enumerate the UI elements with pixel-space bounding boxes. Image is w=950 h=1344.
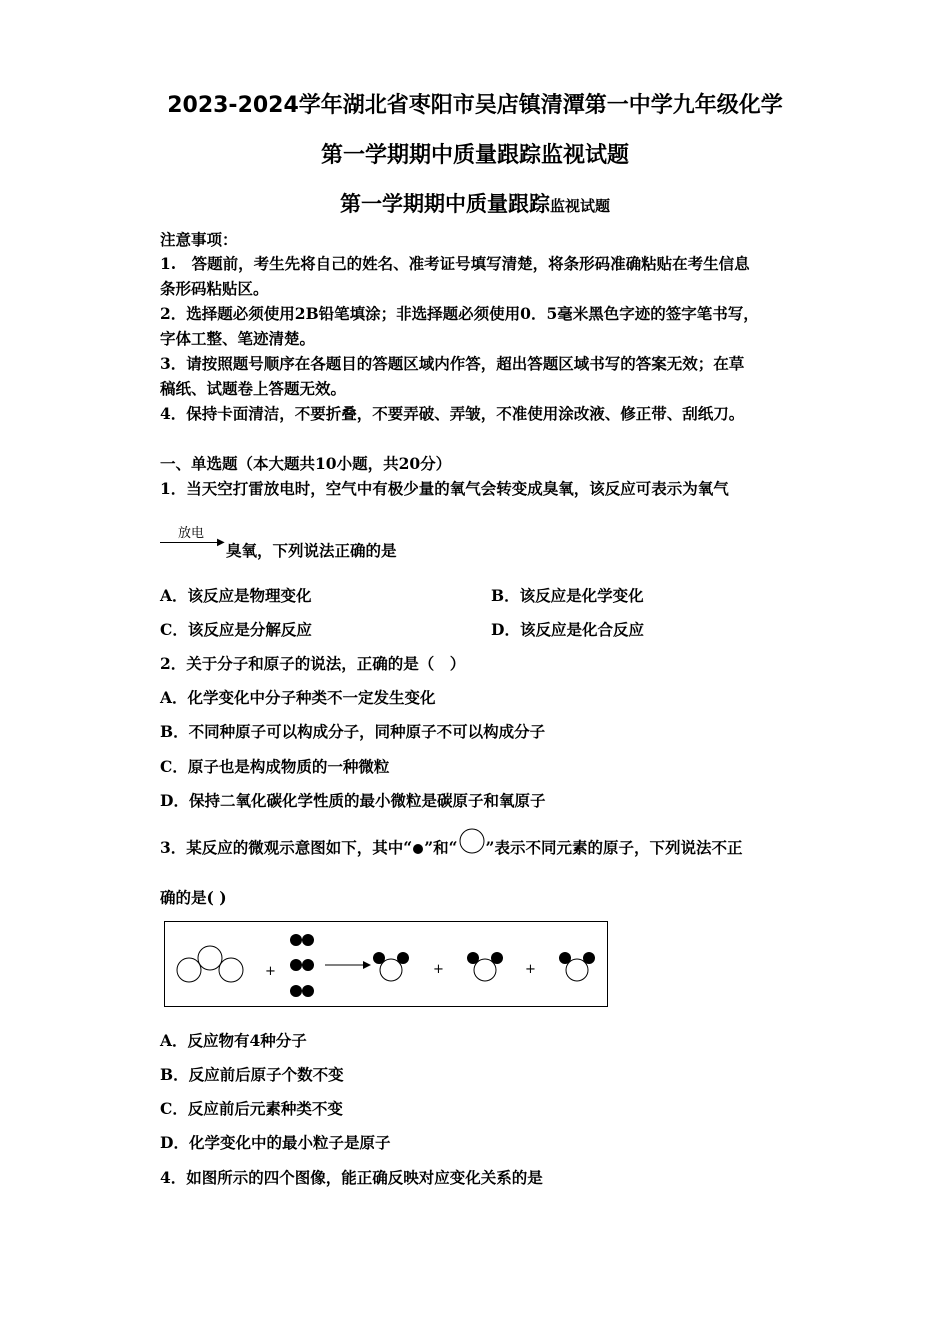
plus-sign: + bbox=[525, 962, 536, 977]
q2-option-a: A．化学变化中分子种类不一定发生变化 bbox=[160, 688, 436, 707]
notice-line: 2．选择题必须使用2B铅笔填涂；非选择题必须使用0．5毫米黑色字迹的签字笔书写， bbox=[160, 304, 759, 323]
q1-stem: 1．当天空打雷放电时，空气中有极少量的氧气会转变成臭氧，该反应可表示为氧气 bbox=[160, 479, 729, 498]
reaction-arrow bbox=[160, 522, 225, 548]
q1-option-c: C．该反应是分解反应 bbox=[160, 620, 312, 639]
exam-subtitle bbox=[0, 188, 950, 218]
q3-stem-part-a: 3．某反应的微观示意图如下，其中“ bbox=[160, 838, 413, 857]
q3-option-a: A．反应物有4种分子 bbox=[160, 1031, 307, 1050]
reaction-diagram bbox=[164, 921, 608, 1007]
q1-option-d: D．该反应是化合反应 bbox=[491, 620, 644, 639]
reaction-diagram-svg bbox=[165, 922, 607, 1006]
notice-line: 1. 答题前，考生先将自己的姓名、准考证号填写清楚，将条形码准确粘贴在考生信息 bbox=[160, 254, 750, 273]
subtitle-small: 监视试题 bbox=[549, 197, 610, 215]
q3-stem bbox=[160, 836, 742, 858]
q1-option-a: A．该反应是物理变化 bbox=[160, 586, 312, 605]
q3-stem-cont: 确的是( ) bbox=[160, 888, 227, 907]
q3-option-c: C．反应前后元素种类不变 bbox=[160, 1099, 343, 1118]
notice-line: 条形码粘贴区。 bbox=[160, 279, 269, 298]
product-molecule bbox=[559, 952, 595, 981]
exam-title-line2: 第一学期期中质量跟踪监视试题 bbox=[320, 143, 629, 168]
q3-stem-part-b: ”和“ bbox=[424, 838, 458, 857]
q3-option-d: D．化学变化中的最小粒子是原子 bbox=[160, 1133, 391, 1152]
product-molecule bbox=[373, 952, 409, 981]
q4-stem: 4．如图所示的四个图像，能正确反映对应变化关系的是 bbox=[160, 1168, 543, 1187]
q2-option-c: C．原子也是构成物质的一种微粒 bbox=[160, 757, 390, 776]
subtitle-main: 第一学期期中质量跟踪 bbox=[339, 192, 550, 216]
arrow-head-icon: ▶ bbox=[217, 537, 225, 548]
exam-title-line1: 2023-2024学年湖北省枣阳市吴店镇清潭第一中学九年级化学 bbox=[167, 93, 783, 118]
q2-stem: 2．关于分子和原子的说法，正确的是（ ） bbox=[160, 654, 466, 673]
plus-sign: + bbox=[265, 964, 276, 979]
section-heading: 一、单选题（本大题共10小题，共20分） bbox=[160, 454, 452, 473]
black-atom-icon bbox=[412, 843, 424, 855]
reactant-white-molecule bbox=[177, 946, 243, 982]
arrow-line bbox=[160, 542, 220, 543]
q1-stem-cont: 臭氧，下列说法正确的是 bbox=[226, 541, 397, 560]
q3-stem-part-c: ”表示不同元素的原子，下列说法不正 bbox=[485, 838, 743, 857]
notice-heading: 注意事项： bbox=[160, 230, 238, 249]
q2-option-b: B．不同种原子可以构成分子，同种原子不可以构成分子 bbox=[160, 722, 546, 741]
notice-line: 3．请按照题号顺序在各题目的答题区域内作答，超出答题区域书写的答案无效；在草 bbox=[160, 354, 745, 373]
q3-option-b: B．反应前后原子个数不变 bbox=[160, 1065, 344, 1084]
diagram-arrow bbox=[325, 961, 371, 969]
q2-option-d: D．保持二氧化碳化学性质的最小微粒是碳原子和氧原子 bbox=[160, 791, 546, 810]
q1-option-b: B．该反应是化学变化 bbox=[491, 586, 644, 605]
notice-line: 4．保持卡面清洁，不要折叠，不要弄破、弄皱，不准使用涂改液、修正带、刮纸刀。 bbox=[160, 404, 745, 423]
plus-sign: + bbox=[433, 962, 444, 977]
notice-line: 字体工整、笔迹清楚。 bbox=[160, 329, 316, 348]
notice-line: 稿纸、试题卷上答题无效。 bbox=[160, 379, 347, 398]
product-molecule bbox=[467, 952, 503, 981]
arrow-label: 放电 bbox=[178, 526, 205, 541]
white-atom-icon bbox=[458, 827, 486, 855]
reactant-black-molecules bbox=[290, 934, 314, 997]
